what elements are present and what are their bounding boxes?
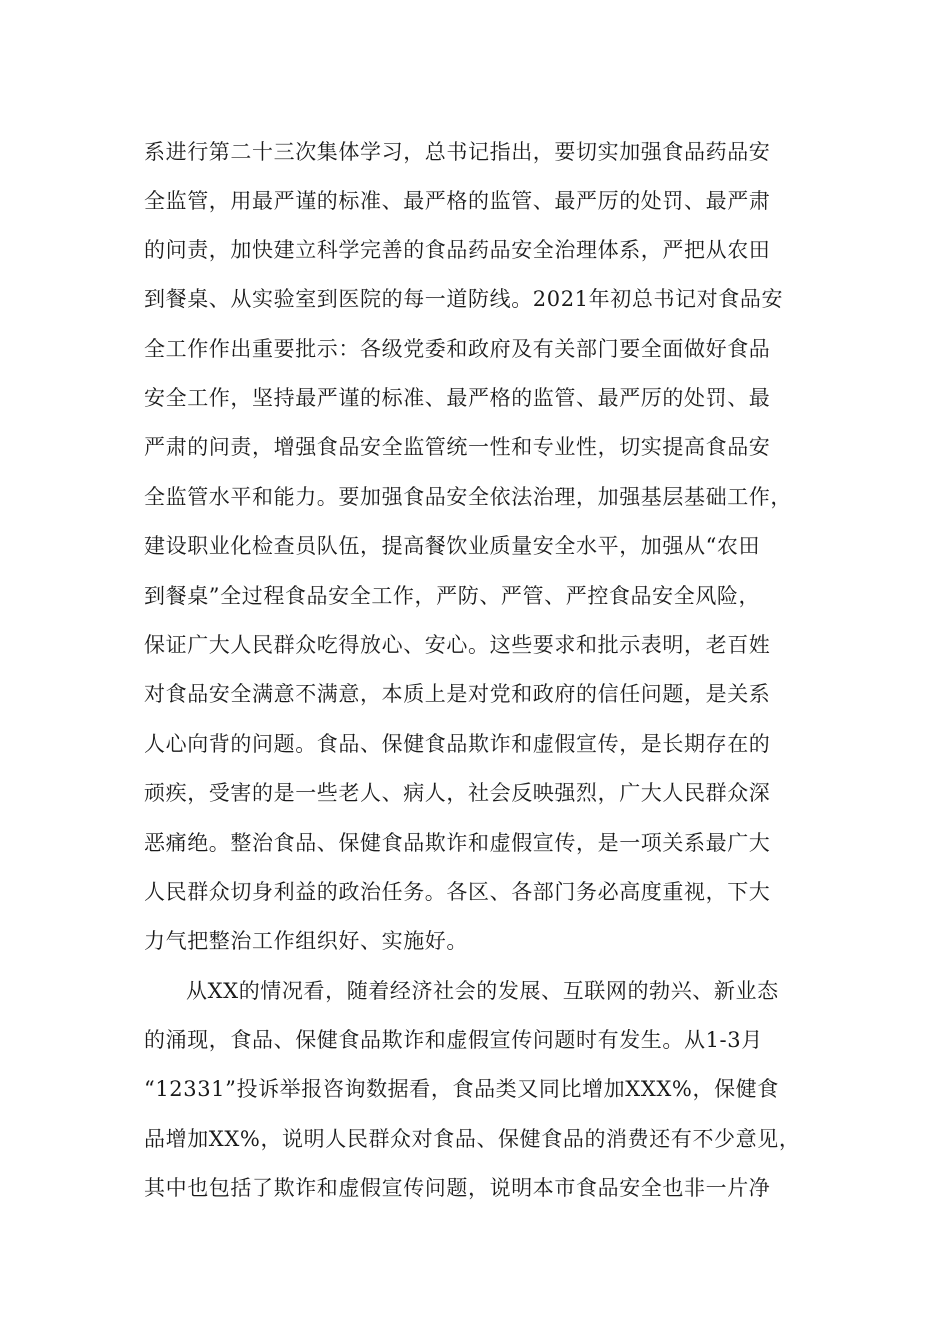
text-line: 系进行第二十三次集体学习，总书记指出，要切实加强食品药品安	[144, 140, 771, 164]
text-line: 的涌现，食品、保健食品欺诈和虚假宣传问题时有发生。从1-3月	[144, 1028, 763, 1052]
text-line: 品增加XX%，说明人民群众对食品、保健食品的消费还有不少意见，	[144, 1127, 801, 1151]
text-line: 保证广大人民群众吃得放心、安心。这些要求和批示表明，老百姓	[144, 633, 771, 657]
paragraph-first-line: 从XX的情况看，随着经济社会的发展、互联网的勃兴、新业态	[186, 979, 779, 1003]
text-line: 全监管，用最严谨的标准、最严格的监管、最严厉的处罚、最严肃	[144, 189, 771, 213]
text-line: 的问责，加快建立科学完善的食品药品安全治理体系，严把从农田	[144, 238, 771, 262]
text-line: “12331”投诉举报咨询数据看，食品类又同比增加XXX%，保健食	[144, 1077, 779, 1101]
text-line: 对食品安全满意不满意，本质上是对党和政府的信任问题，是关系	[144, 682, 771, 706]
text-line: 建设职业化检查员队伍，提高餐饮业质量安全水平，加强从“农田	[144, 534, 761, 558]
text-line: 严肃的问责，增强食品安全监管统一性和专业性，切实提高食品安	[144, 435, 771, 459]
text-line: 全工作作出重要批示：各级党委和政府及有关部门要全面做好食品	[144, 337, 771, 361]
text-line: 恶痛绝。整治食品、保健食品欺诈和虚假宣传，是一项关系最广大	[144, 831, 771, 855]
text-line: 人民群众切身利益的政治任务。各区、各部门务必高度重视，下大	[144, 880, 771, 904]
text-line: 安全工作，坚持最严谨的标准、最严格的监管、最严厉的处罚、最	[144, 386, 771, 410]
text-line: 全监管水平和能力。要加强食品安全依法治理，加强基层基础工作，	[144, 485, 792, 509]
text-line: 力气把整治工作组织好、实施好。	[144, 929, 468, 953]
text-line: 人心向背的问题。食品、保健食品欺诈和虚假宣传，是长期存在的	[144, 732, 771, 756]
text-line: 到餐桌”全过程食品安全工作，严防、严管、严控食品安全风险，	[144, 584, 761, 608]
text-line: 其中也包括了欺诈和虚假宣传问题，说明本市食品安全也非一片净	[144, 1176, 771, 1200]
text-line: 顽疾，受害的是一些老人、病人，社会反映强烈，广大人民群众深	[144, 781, 771, 805]
text-line: 到餐桌、从实验室到医院的每一道防线。2021年初总书记对食品安	[144, 287, 784, 311]
